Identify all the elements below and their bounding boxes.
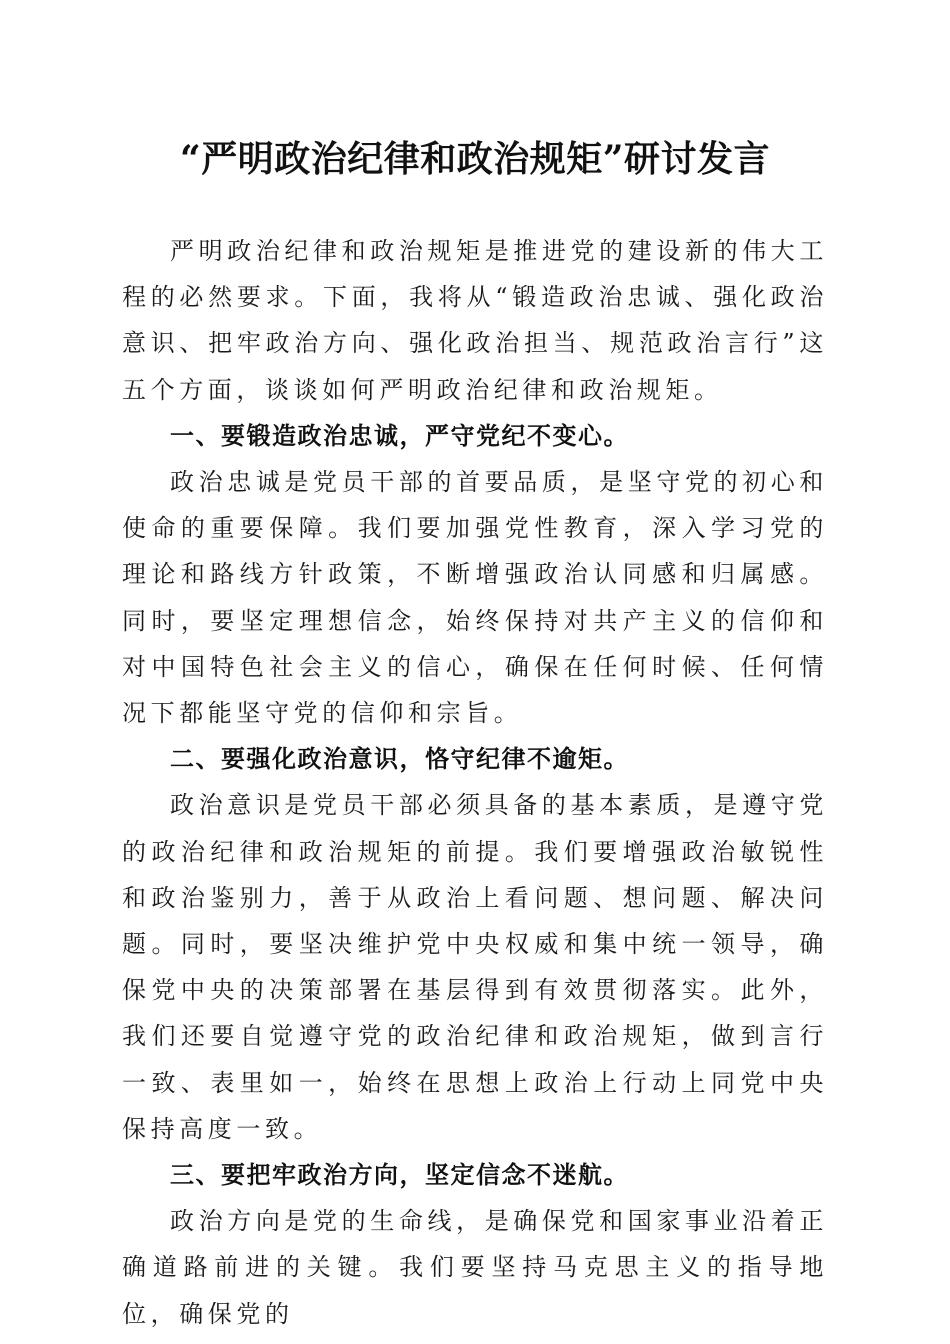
section-heading-3: 三、要把牢政治方向，坚定信念不迷航。 xyxy=(170,1161,629,1190)
document-body xyxy=(122,228,828,1337)
intro-paragraph: 严明政治纪律和政治规矩是推进党的建设新的伟大工程的必然要求。下面，我将从“锻造政治忠诚、强化政治意识、把牢政治方向、强化政治担当、规范政治言行”这五个方面，谈谈如何严明政治纪律和政治规矩。 xyxy=(122,237,828,404)
section-body-2: 政治意识是党员干部必须具备的基本素质，是遵守党的政治纪律和政治规矩的前提。我们要增强政治敏锐性和政治鉴别力，善于从政治上看问题、想问题、解决问题。同时，要坚决维护党中央权威和集中统一领导，确保党中央的决策部署在基层得到有效贯彻落实。此外，我们还要自觉遵守党的政治纪律和政治规矩，做到言行一致、表里如一，始终在思想上政治上行动上同党中央保持高度一致。 xyxy=(122,791,828,1143)
section-heading-2: 二、要强化政治意识，恪守纪律不逾矩。 xyxy=(170,745,629,774)
section-body-1: 政治忠诚是党员干部的首要品质，是坚守党的初心和使命的重要保障。我们要加强党性教育，深入学习党的理论和路线方针政策，不断增强政治认同感和归属感。同时，要坚定理想信念，始终保持对共产主义的信仰和对中国特色社会主义的信心，确保在任何时候、任何情况下都能坚守党的信仰和宗旨。 xyxy=(122,468,828,728)
section-body-3: 政治方向是党的生命线，是确保党和国家事业沿着正确道路前进的关键。我们要坚持马克思主义的指导地位，确保党的 xyxy=(122,1207,828,1328)
section-heading-1: 一、要锻造政治忠诚，严守党纪不变心。 xyxy=(170,421,629,450)
document-title: “严明政治纪律和政治规矩”研讨发言 xyxy=(180,138,770,180)
